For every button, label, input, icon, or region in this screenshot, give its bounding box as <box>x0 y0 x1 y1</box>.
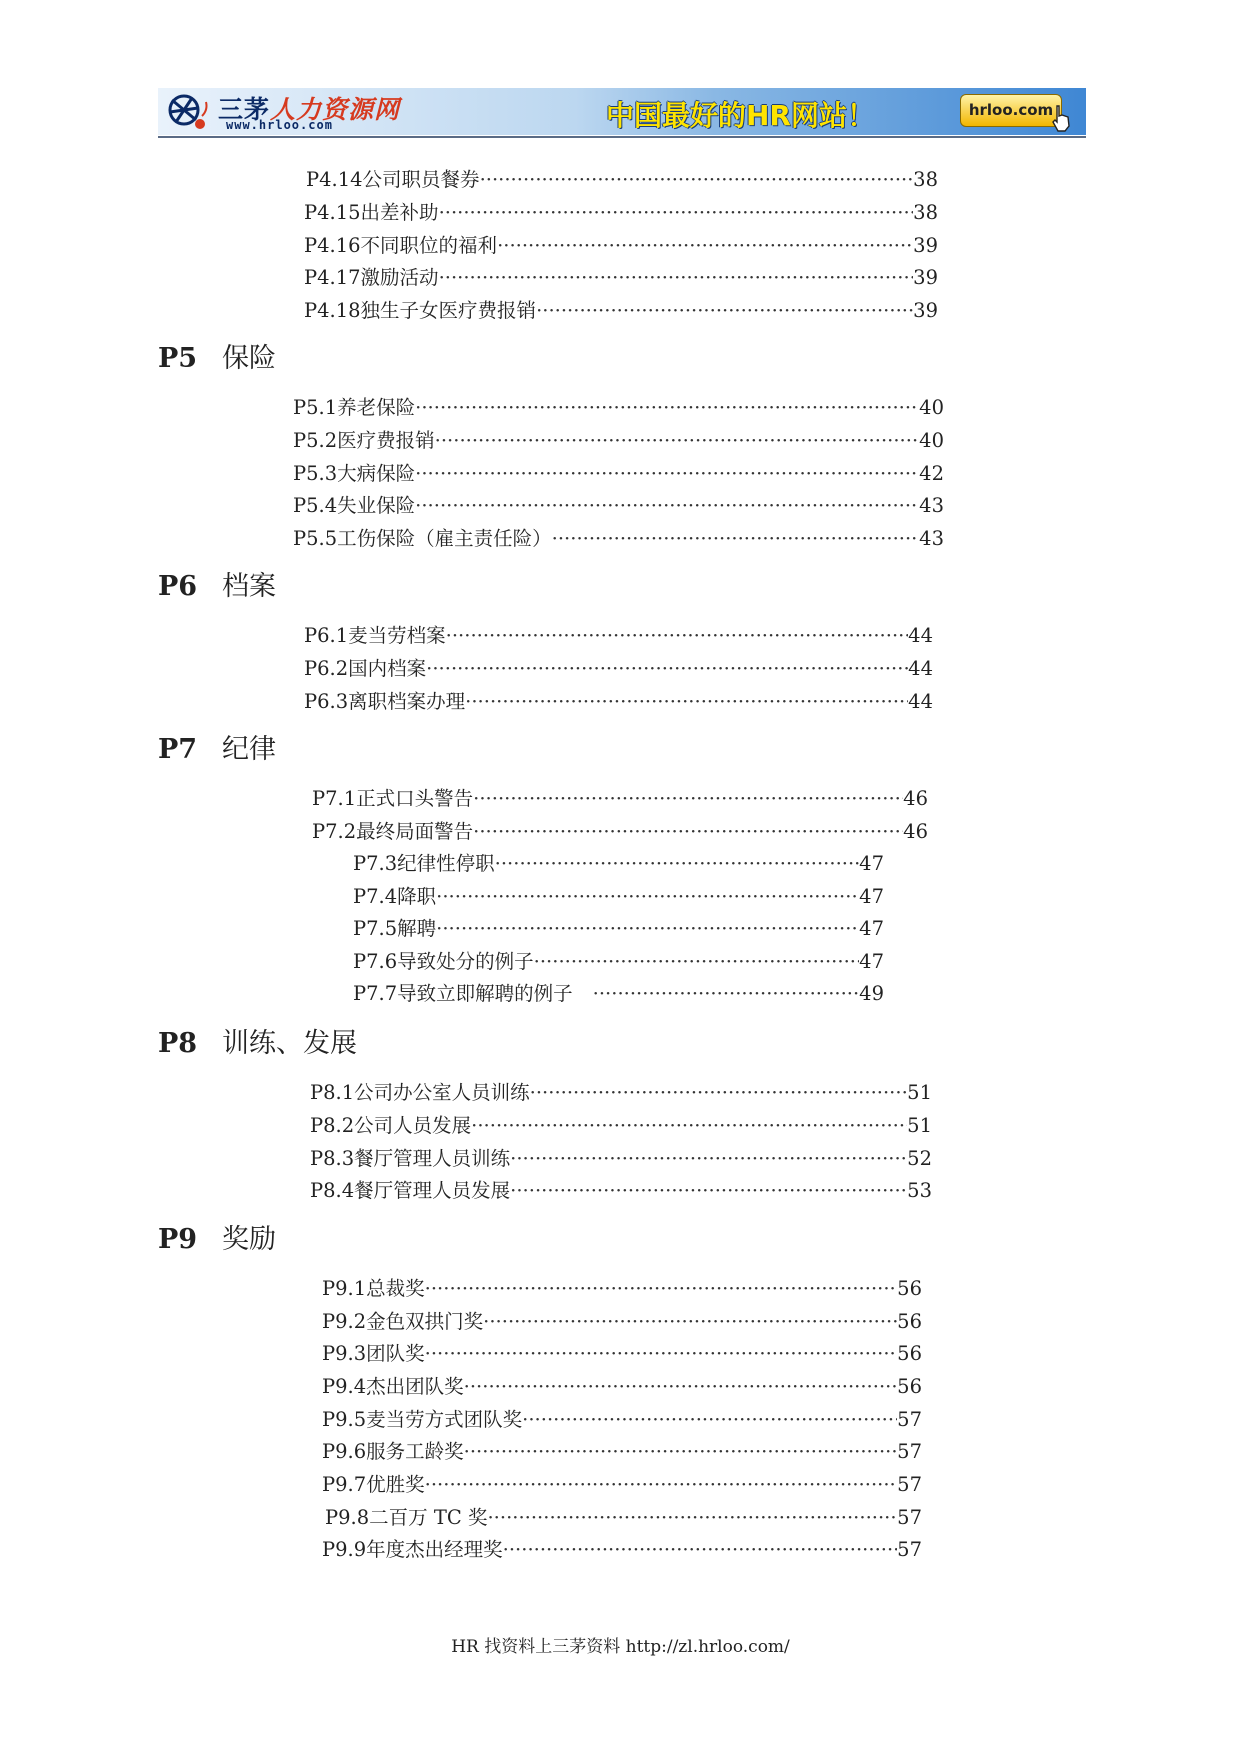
toc-leader-dots <box>510 1145 907 1173</box>
toc-entry-number: P8.4 <box>310 1179 355 1202</box>
toc-entry-number: P5.2 <box>293 429 338 452</box>
toc-entry-page: 56 <box>897 1342 922 1365</box>
toc-entry[interactable] <box>304 232 938 260</box>
toc-entry-number: P8.3 <box>310 1147 355 1170</box>
toc-leader-dots <box>415 492 919 520</box>
toc-entry-number: P5.1 <box>293 396 338 419</box>
toc-leader-dots <box>473 818 903 846</box>
toc-leader-dots <box>534 948 860 976</box>
toc-entry-number: P5.4 <box>293 494 338 517</box>
toc-leader-dots <box>465 688 908 716</box>
toc-leader-dots <box>415 394 919 422</box>
toc-entry-title: 医疗费报销 <box>337 429 435 452</box>
toc-entry-page: 53 <box>907 1179 932 1202</box>
toc-entry[interactable] <box>322 1438 922 1466</box>
toc-entry-number: P4.16 <box>304 234 361 257</box>
toc-entry-title: 不同职位的福利 <box>360 234 498 257</box>
toc-entry-title: 导致立即解聘的例子 <box>397 982 573 1005</box>
toc-entry[interactable] <box>353 948 884 976</box>
toc-entry[interactable] <box>310 1112 932 1140</box>
toc-entry-number: P9.6 <box>322 1440 367 1463</box>
section-title: 训练、发展 <box>222 1028 357 1059</box>
toc-leader-dots <box>425 1471 898 1499</box>
toc-entry-page: 43 <box>919 527 944 550</box>
toc-entry-title: 降职 <box>397 885 437 908</box>
toc-entry-page: 57 <box>897 1506 922 1529</box>
toc-entry-page: 42 <box>919 462 944 485</box>
toc-entry-title: 出差补助 <box>360 201 439 224</box>
toc-entry[interactable] <box>310 1177 932 1205</box>
toc-leader-dots <box>536 297 913 325</box>
toc-entry[interactable] <box>325 1504 922 1532</box>
toc-leader-dots <box>436 915 859 943</box>
toc-entry-page: 47 <box>859 852 884 875</box>
toc-entry-title: 服务工龄奖 <box>366 1440 464 1463</box>
toc-leader-dots <box>497 232 913 260</box>
toc-entry[interactable] <box>293 525 944 553</box>
toc-leader-dots <box>426 655 908 683</box>
toc-entry-title: 公司人员发展 <box>354 1114 472 1137</box>
toc-entry-title: 导致处分的例子 <box>397 950 534 973</box>
section-title: 奖励 <box>222 1224 276 1255</box>
toc-entry[interactable] <box>304 199 938 227</box>
toc-entry-number: P7.4 <box>353 885 398 908</box>
toc-leader-dots <box>415 460 919 488</box>
toc-entry-number: P9.8 <box>325 1506 370 1529</box>
toc-entry-page: 52 <box>907 1147 932 1170</box>
section-heading[interactable] <box>158 342 276 376</box>
toc-entry-page: 51 <box>907 1081 932 1104</box>
toc-leader-dots <box>436 883 859 911</box>
toc-leader-dots <box>552 525 920 553</box>
section-number: P7 <box>158 734 198 765</box>
toc-entry-page: 40 <box>919 396 944 419</box>
toc-entry-title: 公司办公室人员训练 <box>354 1081 530 1104</box>
toc-entry-page: 51 <box>907 1114 932 1137</box>
toc-entry-number: P5.5 <box>293 527 338 550</box>
toc-entry-number: P9.4 <box>322 1375 367 1398</box>
toc-entry-number: P6.2 <box>304 657 349 680</box>
toc-entry-page: 46 <box>903 820 928 843</box>
toc-entry[interactable] <box>353 915 884 943</box>
toc-leader-dots <box>483 1308 897 1336</box>
toc-entry-number: P9.5 <box>322 1408 367 1431</box>
toc-entry-title: 麦当劳档案 <box>348 624 446 647</box>
toc-entry-title: 最终局面警告 <box>356 820 474 843</box>
toc-entry-page: 57 <box>897 1440 922 1463</box>
toc-entry-title: 杰出团队奖 <box>366 1375 464 1398</box>
section-number: P6 <box>158 571 198 602</box>
toc-entry-number: P9.1 <box>322 1277 367 1300</box>
section-title: 保险 <box>222 343 276 374</box>
toc-entry-page: 57 <box>897 1473 922 1496</box>
toc-entry[interactable] <box>322 1340 922 1368</box>
toc-entry-page: 38 <box>913 201 938 224</box>
toc-leader-dots <box>425 1275 898 1303</box>
header-banner[interactable] <box>158 88 1086 135</box>
toc-entry-title: 失业保险 <box>337 494 416 517</box>
toc-entry-number: P4.14 <box>306 168 363 191</box>
toc-entry[interactable] <box>312 818 928 846</box>
toc-leader-dots <box>593 980 860 1008</box>
toc-entry-title: 公司职员餐券 <box>362 168 480 191</box>
toc-entry-title: 餐厅管理人员训练 <box>354 1147 511 1170</box>
logo-url: www.hrloo.com <box>226 118 333 132</box>
section-heading[interactable] <box>158 1027 357 1061</box>
toc-entry-title: 正式口头警告 <box>356 787 474 810</box>
toc-entry[interactable] <box>293 460 944 488</box>
toc-entry-number: P7.5 <box>353 917 398 940</box>
toc-entry[interactable] <box>322 1308 922 1336</box>
toc-entry-page: 49 <box>859 982 884 1005</box>
toc-leader-dots <box>495 850 860 878</box>
section-number: P5 <box>158 343 198 374</box>
toc-entry[interactable] <box>293 394 944 422</box>
toc-entry-number: P7.7 <box>353 982 398 1005</box>
toc-entry[interactable] <box>306 166 938 194</box>
toc-leader-dots <box>487 1504 897 1532</box>
toc-entry-page: 40 <box>919 429 944 452</box>
banner-divider <box>158 136 1086 138</box>
toc-entry-number: P6.3 <box>304 690 349 713</box>
toc-entry[interactable] <box>310 1145 932 1173</box>
page-footer: HR 找资料上三茅资料 http://zl.hrloo.com/ <box>451 1637 790 1657</box>
banner-slogan: 中国最好的HR网站！ <box>606 99 875 132</box>
toc-leader-dots <box>503 1536 898 1564</box>
section-heading[interactable] <box>158 1223 276 1257</box>
toc-entry-number: P9.2 <box>322 1310 367 1333</box>
toc-entry-title: 养老保险 <box>337 396 416 419</box>
toc-entry-page: 56 <box>897 1375 922 1398</box>
toc-entry-page: 44 <box>908 624 933 647</box>
toc-entry[interactable] <box>312 785 928 813</box>
toc-entry[interactable] <box>310 1079 932 1107</box>
site-link-button[interactable]: hrloo.com <box>960 94 1062 127</box>
toc-entry[interactable] <box>304 297 938 325</box>
toc-entry-title: 年度杰出经理奖 <box>366 1538 503 1561</box>
toc-entry[interactable] <box>304 655 933 683</box>
section-number: P8 <box>158 1028 198 1059</box>
toc-entry-number: P5.3 <box>293 462 338 485</box>
toc-entry-number: P8.1 <box>310 1081 355 1104</box>
toc-leader-dots <box>522 1406 897 1434</box>
toc-entry-page: 39 <box>913 266 938 289</box>
toc-entry-title: 纪律性停职 <box>397 852 495 875</box>
toc-leader-dots <box>510 1177 907 1205</box>
toc-leader-dots <box>446 622 909 650</box>
toc-leader-dots <box>464 1438 898 1466</box>
toc-entry-number: P4.15 <box>304 201 361 224</box>
toc-leader-dots <box>425 1340 898 1368</box>
toc-entry-page: 39 <box>913 299 938 322</box>
logo-title-part-a: 三茅 <box>218 95 271 124</box>
toc-entry-page: 44 <box>908 690 933 713</box>
toc-entry-title: 独生子女医疗费报销 <box>360 299 537 322</box>
toc-entry-title: 金色双拱门奖 <box>366 1310 484 1333</box>
toc-entry-title: 国内档案 <box>348 657 427 680</box>
toc-entry[interactable] <box>322 1536 922 1564</box>
toc-entry[interactable] <box>293 427 944 455</box>
toc-entry-page: 44 <box>908 657 933 680</box>
toc-leader-dots <box>464 1373 898 1401</box>
toc-entry[interactable] <box>304 688 933 716</box>
dandelion-logo-icon <box>162 90 212 132</box>
toc-entry-page: 57 <box>897 1538 922 1561</box>
section-title: 纪律 <box>222 734 276 765</box>
toc-leader-dots <box>439 264 914 292</box>
section-heading[interactable] <box>158 733 276 767</box>
toc-entry-number: P9.9 <box>322 1538 367 1561</box>
toc-entry-number: P7.3 <box>353 852 398 875</box>
toc-entry-page: 46 <box>903 787 928 810</box>
toc-entry-page: 38 <box>913 168 938 191</box>
toc-entry-title: 优胜奖 <box>366 1473 425 1496</box>
toc-leader-dots <box>480 166 914 194</box>
toc-entry-number: P8.2 <box>310 1114 355 1137</box>
toc-entry-title: 二百万 TC 奖 <box>369 1506 488 1529</box>
toc-entry-number: P6.1 <box>304 624 349 647</box>
toc-leader-dots <box>435 427 920 455</box>
toc-entry-number: P7.6 <box>353 950 398 973</box>
toc-entry-number: P7.2 <box>312 820 357 843</box>
toc-entry[interactable] <box>322 1471 922 1499</box>
toc-entry-page: 56 <box>897 1277 922 1300</box>
toc-entry[interactable] <box>353 980 884 1008</box>
toc-entry[interactable] <box>322 1275 922 1303</box>
toc-leader-dots <box>530 1079 908 1107</box>
toc-entry-page: 47 <box>859 950 884 973</box>
toc-entry-title: 团队奖 <box>366 1342 425 1365</box>
section-heading[interactable] <box>158 570 276 604</box>
toc-entry-number: P4.17 <box>304 266 361 289</box>
toc-entry-page: 43 <box>919 494 944 517</box>
toc-entry[interactable] <box>322 1373 922 1401</box>
toc-entry-number: P9.3 <box>322 1342 367 1365</box>
toc-entry-page: 47 <box>859 917 884 940</box>
toc-entry-title: 离职档案办理 <box>348 690 466 713</box>
toc-entry-title: 麦当劳方式团队奖 <box>366 1408 523 1431</box>
toc-entry[interactable] <box>304 622 933 650</box>
toc-entry-title: 解聘 <box>397 917 437 940</box>
section-title: 档案 <box>222 571 276 602</box>
hand-cursor-icon <box>1050 104 1072 132</box>
toc-entry-page: 39 <box>913 234 938 257</box>
toc-entry-title: 餐厅管理人员发展 <box>354 1179 511 1202</box>
toc-entry-page: 56 <box>897 1310 922 1333</box>
toc-entry[interactable] <box>322 1406 922 1434</box>
toc-entry-title: 激励活动 <box>360 266 439 289</box>
toc-entry-number: P4.18 <box>304 299 361 322</box>
toc-entry-page: 57 <box>897 1408 922 1431</box>
section-number: P9 <box>158 1224 198 1255</box>
toc-entry-title: 大病保险 <box>337 462 416 485</box>
toc-leader-dots <box>473 785 903 813</box>
toc-leader-dots <box>439 199 914 227</box>
toc-leader-dots <box>471 1112 907 1140</box>
toc-entry-title: 工伤保险（雇主责任险） <box>337 527 552 550</box>
toc-entry-page: 47 <box>859 885 884 908</box>
toc-entry[interactable] <box>353 850 884 878</box>
toc-entry-title: 总裁奖 <box>366 1277 425 1300</box>
toc-entry-number: P7.1 <box>312 787 357 810</box>
toc-entry-number: P9.7 <box>322 1473 367 1496</box>
logo-title-part-b: 人力资源网 <box>270 95 401 124</box>
toc-entry[interactable] <box>304 264 938 292</box>
toc-entry[interactable] <box>293 492 944 520</box>
toc-entry[interactable] <box>353 883 884 911</box>
